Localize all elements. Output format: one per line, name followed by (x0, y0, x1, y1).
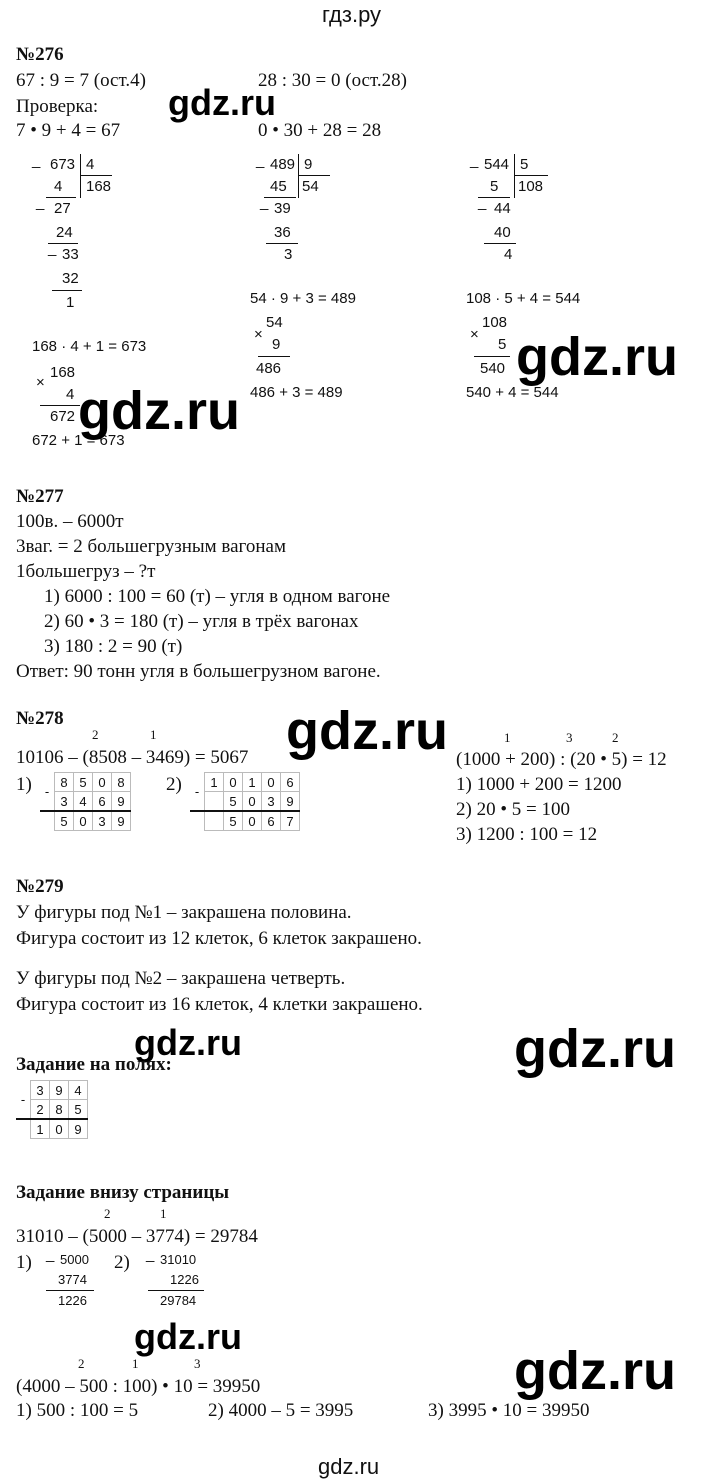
order-mark: 1 (160, 1206, 167, 1221)
watermark: gdz.ru (78, 381, 240, 441)
column-subtraction-2: - 1 0 1 0 6 5 0 3 9 5 0 6 7 (190, 772, 300, 831)
text-line: У фигуры под №2 – закрашена четверть. (16, 968, 346, 989)
footer-watermark: gdz.ru (318, 1454, 380, 1479)
text-line: Фигура состоит из 12 клеток, 6 клеток закрашено. (16, 928, 422, 949)
solution-step: 3) 180 : 2 = 90 (т) (44, 636, 183, 657)
answer: Ответ: 90 тонн угля в большегрузном вагоне. (16, 661, 381, 682)
column-subtraction-1: - 8 5 0 8 3 4 6 9 5 0 3 9 (40, 772, 131, 831)
solution-step: 2) 60 • 3 = 180 (т) – угля в трёх вагонах (44, 611, 359, 632)
order-mark: 1 (150, 727, 157, 742)
order-mark: 2 (612, 730, 619, 745)
solution-step: 1) 6000 : 100 = 60 (т) – угля в одном вагоне (44, 586, 391, 607)
watermark: gdz.ru (134, 1022, 242, 1063)
solution-step: 3) 3995 • 10 = 39950 (428, 1400, 590, 1421)
solution-step: 1) 500 : 100 = 5 (16, 1400, 139, 1421)
eq-67-9: 67 : 9 = 7 (ост.4) (16, 70, 146, 91)
problem-279-title: №279 (16, 876, 64, 897)
watermark: gdz.ru (286, 701, 448, 761)
condition-line: 3ваг. = 2 большегрузным вагонам (16, 536, 286, 557)
check-2: 0 • 30 + 28 = 28 (258, 120, 382, 141)
watermark: gdz.ru (516, 327, 678, 387)
expression-2: (1000 + 200) : (20 • 5) = 12 (456, 749, 667, 770)
order-mark: 1 (504, 730, 511, 745)
solution-step: 3) 1200 : 100 = 12 (456, 824, 598, 845)
order-mark: 3 (194, 1356, 201, 1371)
text-line: У фигуры под №1 – закрашена половина. (16, 902, 352, 923)
expression-bottom-1: 31010 – (5000 – 3774) = 29784 (16, 1226, 258, 1247)
solution-step: 2) 4000 – 5 = 3995 (208, 1400, 354, 1421)
eq-28-30: 28 : 30 = 0 (ост.28) (258, 70, 407, 91)
order-mark: 1 (132, 1356, 139, 1371)
condition-line: 100в. – 6000т (16, 511, 124, 532)
bottom-task-title: Задание внизу страницы (16, 1182, 230, 1203)
check-label: Проверка: (16, 96, 99, 117)
watermark: gdz.ru (514, 1019, 676, 1079)
check-1: 7 • 9 + 4 = 67 (16, 120, 121, 141)
order-mark: 2 (92, 727, 99, 742)
watermark: gdz.ru (134, 1316, 242, 1357)
margin-task-title: Задание на полях: (16, 1054, 172, 1075)
watermark: gdz.ru (514, 1341, 676, 1401)
solution-step: 2) 20 • 5 = 100 (456, 799, 570, 820)
order-mark: 2 (78, 1356, 85, 1371)
solution-step: 1) 1000 + 200 = 1200 (456, 774, 622, 795)
order-mark: 3 (566, 730, 573, 745)
step-label: 1) (16, 1252, 32, 1273)
problem-277-title: №277 (16, 486, 64, 507)
step-label: 2) (114, 1252, 130, 1273)
problem-276-title: №276 (16, 44, 64, 65)
margin-task-subtraction: - 3 9 4 2 8 5 1 0 9 (16, 1080, 88, 1139)
step-label: 1) (16, 774, 32, 795)
expression-bottom-2: (4000 – 500 : 100) • 10 = 39950 (16, 1376, 261, 1397)
site-header: гдз.ру (322, 2, 382, 27)
problem-278-title: №278 (16, 708, 64, 729)
step-label: 2) (166, 774, 182, 795)
condition-line: 1большегруз – ?т (16, 561, 156, 582)
expression-1: 10106 – (8508 – 3469) = 5067 (16, 747, 249, 768)
text-line: Фигура состоит из 16 клеток, 4 клетки закрашено. (16, 994, 423, 1015)
order-mark: 2 (104, 1206, 111, 1221)
watermark: gdz.ru (168, 82, 276, 123)
